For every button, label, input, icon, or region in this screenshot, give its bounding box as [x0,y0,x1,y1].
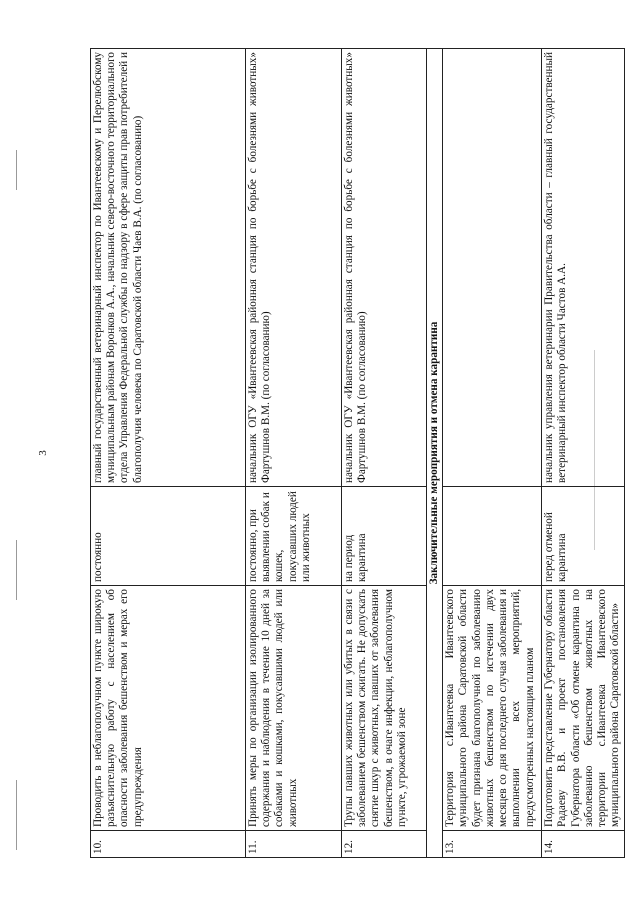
row-number: 10. [91,831,246,858]
action-cell: Трупы павших животных или убитых в связи с заболеванием бешенством сжигать. Не допускать снятие шкур с животных, павших от заболевания бешенством, в очаге инфекции, неблагополучном пункте, угрожаемой зоне [342,586,427,831]
responsible-cell: начальник ОГУ «Ивантеевская районная станция по борьбе с болезнями животных» Фартушнов В.М. (по согласованию) [246,49,342,487]
term-cell: перед отменой карантина [542,487,624,586]
action-cell: Подготовить представление Губернатору области Радаеву В.В. и проект постановления Губернатора области «Об отмене карантина по заболеванию бешенством животных на территории с.Ивантеевка Ивантеевского муниципального района Саратовской области» [542,586,624,831]
responsible-cell: начальник управления ветеринарии Правительства области – главный государственный ветеринарный инспектор области Частов А.А. [542,49,624,487]
scan-mark [16,150,17,190]
scan-mark [16,540,17,600]
table-row [542,49,624,858]
responsible-cell: начальник ОГУ «Ивантеевская районная станция по борьбе с болезнями животных» Фартушнов В.М. (по согласованию) [342,49,427,487]
term-cell: на период карантина [342,487,427,586]
action-cell: Проводить в неблагополучном пункте широкую разъяснительную работу с населением об опасности заболевания бешенством и мерах его предупреждения [91,586,246,831]
action-cell: Принять меры по организации изолированного содержания и наблюдения в течение 10 дней за собаками и кошками, покусавшими людей или животных [246,586,342,831]
scan-mark [16,780,17,850]
row-number: 13. [443,831,542,858]
row-number: 11. [246,831,342,858]
term-cell [443,487,542,586]
section-row [427,49,443,858]
table-row [342,49,427,858]
plan-table [90,48,625,858]
responsible-cell [443,49,542,487]
term-cell: постоянно [91,487,246,586]
page-number: 3 [36,450,49,456]
table-row [91,49,246,858]
row-number: 14. [542,831,624,858]
action-cell: Территория с.Ивантеевка Ивантеевского муниципального района Саратовской области будет признана благополучной по заболеванию животных бешенством по истечении двух месяцев со дня последнего случая заболевания и выполнении всех мероприятий, предусмотренных настоящим планом [443,586,542,831]
rotated-table-container [90,48,622,858]
table-row [246,49,342,858]
section-title: Заключительные мероприятия и отмена карантина [427,49,443,858]
table-row [443,49,542,858]
responsible-cell: главный государственный ветеринарный инспектор по Ивантеевскому и Перелюбскому муниципальным районам Воронков А.А., начальник северо-восточного территориального отдела Управления Федеральной службы по надзору в сфере защиты прав потребителей и благополучия человека по Саратовской области Чаев В.А. (по согласованию) [91,49,246,487]
row-number: 12. [342,831,427,858]
term-cell: постоянно, при выявлении собак и кошек, покусавших людей или животных [246,487,342,586]
